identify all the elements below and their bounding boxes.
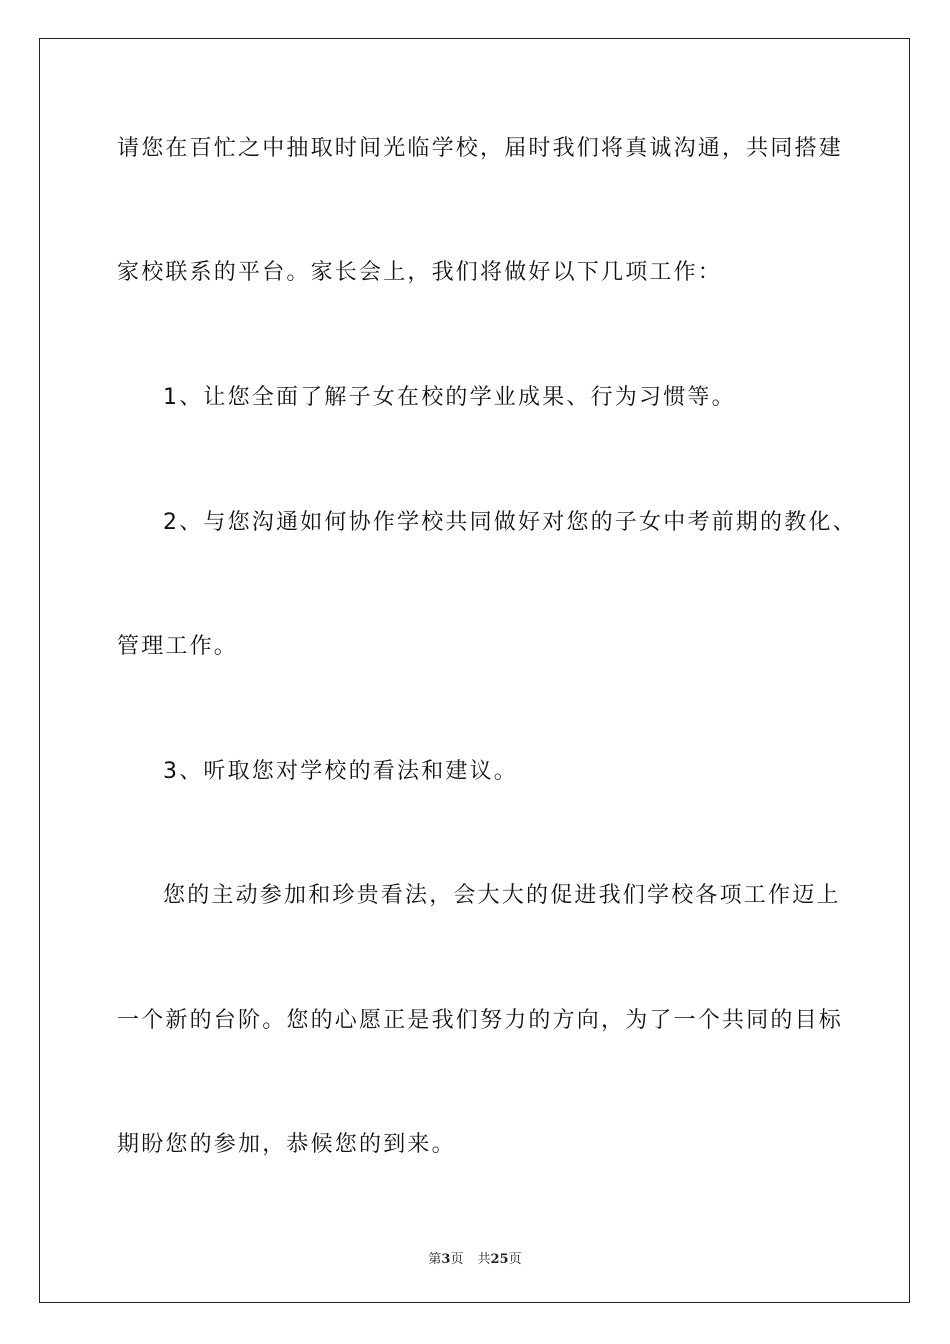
paragraph-line: 请您在百忙之中抽取时间光临学校，届时我们将真诚沟通，共同搭建 (117, 136, 844, 161)
list-item: 2、与您沟通如何协作学校共同做好对您的子女中考前期的教化、 (163, 510, 857, 535)
page-border (39, 38, 910, 1303)
page-number: 3 (441, 1252, 451, 1267)
paragraph-line: 期盼您的参加，恭候您的到来。 (117, 1132, 456, 1157)
total-pages: 25 (490, 1252, 509, 1267)
page-suffix: 页 (450, 1252, 464, 1267)
paragraph-line: 一个新的台阶。您的心愿正是我们努力的方向，为了一个共同的目标 (117, 1008, 844, 1033)
list-item-continuation: 管理工作。 (117, 634, 239, 659)
page-prefix: 第 (428, 1252, 442, 1267)
paragraph-line: 您的主动参加和珍贵看法，会大大的促进我们学校各项工作迈上 (163, 883, 841, 908)
paragraph-line: 家校联系的平台。家长会上，我们将做好以下几项工作： (117, 260, 723, 285)
page-footer (0, 1248, 950, 1267)
list-item: 1、让您全面了解子女在校的学业成果、行为习惯等。 (163, 385, 736, 410)
total-prefix: 共 (477, 1252, 491, 1267)
list-item: 3、听取您对学校的看法和建议。 (163, 759, 518, 784)
total-suffix: 页 (508, 1252, 522, 1267)
